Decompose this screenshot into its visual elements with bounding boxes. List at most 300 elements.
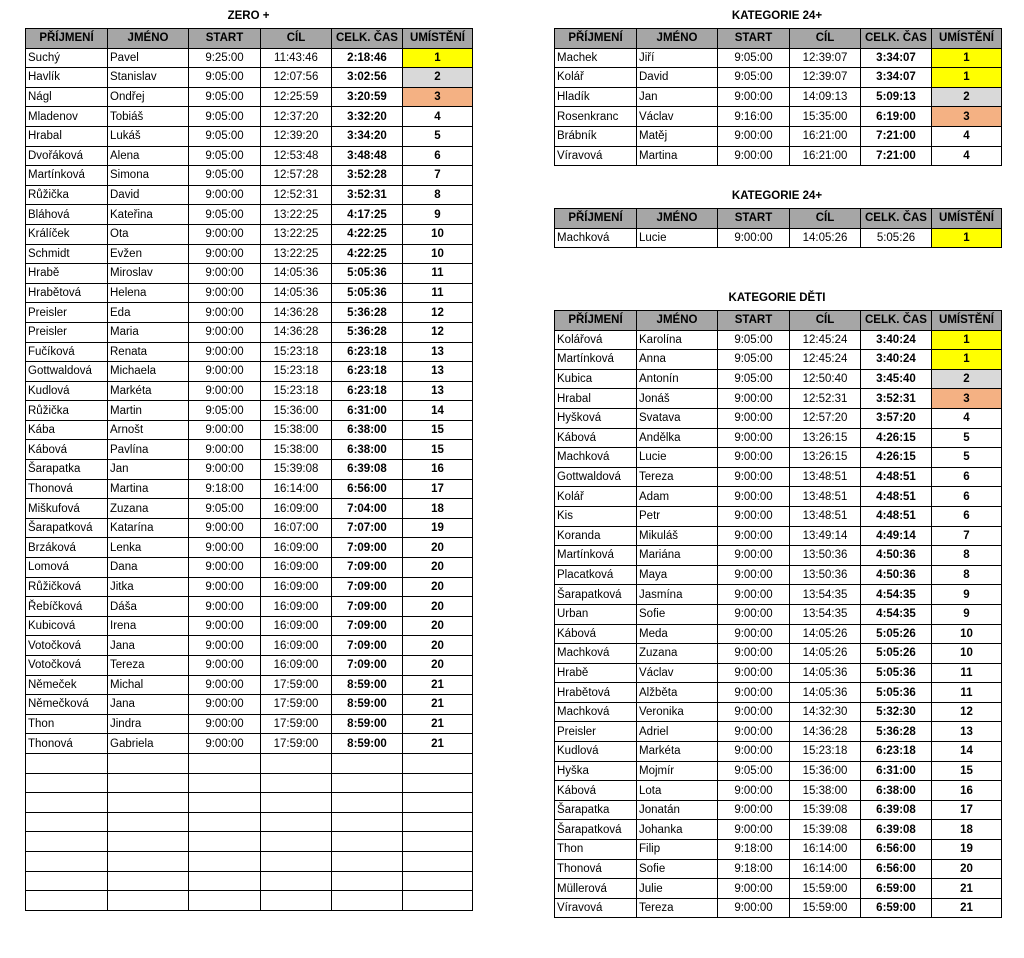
empty-row bbox=[26, 832, 473, 852]
cell-place: 21 bbox=[932, 879, 1002, 899]
cell-total-time: 6:59:00 bbox=[861, 898, 932, 918]
column-header-start: START bbox=[718, 311, 790, 331]
cell-place: 12 bbox=[403, 322, 473, 342]
cell-finish: 13:22:25 bbox=[261, 205, 332, 225]
cell-total-time: 7:09:00 bbox=[332, 597, 403, 617]
empty-cell bbox=[26, 812, 108, 832]
cell-finish: 12:45:24 bbox=[790, 330, 861, 350]
cell-total-time: 3:32:20 bbox=[332, 107, 403, 127]
cell-finish: 13:50:36 bbox=[790, 565, 861, 585]
cell-surname: Hrabal bbox=[555, 389, 637, 409]
cell-finish: 16:07:00 bbox=[261, 518, 332, 538]
cell-surname: Kába bbox=[26, 420, 108, 440]
cell-total-time: 6:59:00 bbox=[861, 879, 932, 899]
cell-place: 11 bbox=[932, 663, 1002, 683]
cell-first-name: Irena bbox=[108, 616, 189, 636]
cell-finish: 15:59:00 bbox=[790, 879, 861, 899]
cell-start: 9:00:00 bbox=[718, 389, 790, 409]
cell-first-name: Pavlína bbox=[108, 440, 189, 460]
cell-finish: 12:39:07 bbox=[790, 68, 861, 88]
cell-start: 9:00:00 bbox=[718, 820, 790, 840]
cell-surname: Thon bbox=[26, 714, 108, 734]
cell-total-time: 7:07:00 bbox=[332, 518, 403, 538]
cell-place: 7 bbox=[932, 526, 1002, 546]
cell-total-time: 8:59:00 bbox=[332, 734, 403, 754]
cell-start: 9:05:00 bbox=[189, 166, 261, 186]
cell-start: 9:00:00 bbox=[189, 558, 261, 578]
cell-finish: 12:25:59 bbox=[261, 87, 332, 107]
table-row bbox=[26, 381, 473, 401]
cell-surname: Kolářová bbox=[555, 330, 637, 350]
cell-first-name: Jonáš bbox=[637, 389, 718, 409]
cell-place: 2 bbox=[403, 68, 473, 88]
cell-total-time: 8:59:00 bbox=[332, 695, 403, 715]
table-row bbox=[555, 428, 1002, 448]
results-table-zero bbox=[25, 28, 473, 911]
cell-first-name: Tereza bbox=[637, 467, 718, 487]
cell-total-time: 4:48:51 bbox=[861, 467, 932, 487]
cell-start: 9:00:00 bbox=[189, 695, 261, 715]
cell-first-name: Jiří bbox=[637, 48, 718, 68]
cell-first-name: Jonatán bbox=[637, 800, 718, 820]
cell-start: 9:00:00 bbox=[189, 656, 261, 676]
cell-surname: Machková bbox=[555, 448, 637, 468]
table-row bbox=[555, 146, 1002, 166]
cell-surname: Růžička bbox=[26, 401, 108, 421]
cell-surname: Martínková bbox=[26, 166, 108, 186]
cell-first-name: Katarína bbox=[108, 518, 189, 538]
empty-cell bbox=[403, 871, 473, 891]
cell-total-time: 6:56:00 bbox=[861, 859, 932, 879]
table-row bbox=[555, 565, 1002, 585]
cell-first-name: Jasmína bbox=[637, 585, 718, 605]
cell-total-time: 7:09:00 bbox=[332, 616, 403, 636]
empty-cell bbox=[261, 832, 332, 852]
cell-total-time: 5:05:36 bbox=[332, 264, 403, 284]
table-row bbox=[555, 48, 1002, 68]
empty-cell bbox=[26, 753, 108, 773]
cell-surname: Machek bbox=[555, 48, 637, 68]
table-row bbox=[555, 820, 1002, 840]
table-row bbox=[555, 761, 1002, 781]
cell-first-name: Sofie bbox=[637, 604, 718, 624]
cell-total-time: 6:38:00 bbox=[332, 420, 403, 440]
empty-row bbox=[26, 773, 473, 793]
cell-total-time: 6:39:08 bbox=[861, 800, 932, 820]
cell-place: 20 bbox=[403, 656, 473, 676]
cell-finish: 15:36:00 bbox=[790, 761, 861, 781]
cell-total-time: 5:32:30 bbox=[861, 702, 932, 722]
cell-total-time: 4:48:51 bbox=[861, 487, 932, 507]
cell-total-time: 4:26:15 bbox=[861, 448, 932, 468]
table-row bbox=[26, 146, 473, 166]
cell-total-time: 4:49:14 bbox=[861, 526, 932, 546]
cell-start: 9:00:00 bbox=[189, 381, 261, 401]
cell-surname: Kubicová bbox=[26, 616, 108, 636]
cell-total-time: 5:36:28 bbox=[332, 322, 403, 342]
cell-first-name: Martin bbox=[108, 401, 189, 421]
table-title-kategorie-24-second: KATEGORIE 24+ bbox=[731, 190, 823, 202]
table-row bbox=[555, 369, 1002, 389]
cell-total-time: 5:09:13 bbox=[861, 87, 932, 107]
column-header-start: START bbox=[189, 29, 261, 49]
cell-surname: Brábník bbox=[555, 126, 637, 146]
cell-finish: 16:09:00 bbox=[261, 597, 332, 617]
table-row bbox=[555, 350, 1002, 370]
empty-cell bbox=[189, 793, 261, 813]
cell-start: 9:00:00 bbox=[189, 616, 261, 636]
cell-finish: 14:36:28 bbox=[261, 322, 332, 342]
cell-surname: Šarapatková bbox=[26, 518, 108, 538]
cell-total-time: 6:23:18 bbox=[332, 381, 403, 401]
cell-total-time: 6:23:18 bbox=[861, 742, 932, 762]
column-header-start: START bbox=[718, 29, 790, 49]
table-row bbox=[26, 362, 473, 382]
table-row bbox=[555, 506, 1002, 526]
cell-total-time: 6:31:00 bbox=[861, 761, 932, 781]
results-table-kategorie-24-second bbox=[554, 208, 1002, 248]
cell-first-name: Sofie bbox=[637, 859, 718, 879]
empty-cell bbox=[332, 871, 403, 891]
table-row bbox=[26, 185, 473, 205]
cell-place: 10 bbox=[932, 644, 1002, 664]
cell-start: 9:18:00 bbox=[718, 840, 790, 860]
column-header-finish: CÍL bbox=[261, 29, 332, 49]
cell-place: 15 bbox=[932, 761, 1002, 781]
cell-first-name: Kateřina bbox=[108, 205, 189, 225]
cell-surname: Rosenkranc bbox=[555, 107, 637, 127]
cell-place: 6 bbox=[932, 506, 1002, 526]
cell-start: 9:00:00 bbox=[718, 644, 790, 664]
cell-start: 9:00:00 bbox=[718, 898, 790, 918]
cell-first-name: Julie bbox=[637, 879, 718, 899]
table-row bbox=[555, 742, 1002, 762]
table-row bbox=[555, 526, 1002, 546]
column-header-total-time: CELK. ČAS bbox=[332, 29, 403, 49]
cell-place: 9 bbox=[932, 604, 1002, 624]
cell-finish: 15:35:00 bbox=[790, 107, 861, 127]
cell-place: 9 bbox=[932, 585, 1002, 605]
cell-total-time: 6:31:00 bbox=[332, 401, 403, 421]
cell-surname: Hrabal bbox=[26, 126, 108, 146]
cell-place: 20 bbox=[403, 636, 473, 656]
cell-start: 9:00:00 bbox=[718, 428, 790, 448]
cell-place: 20 bbox=[403, 577, 473, 597]
cell-surname: Šarapatka bbox=[26, 460, 108, 480]
cell-start: 9:05:00 bbox=[189, 126, 261, 146]
cell-total-time: 6:19:00 bbox=[861, 107, 932, 127]
table-row bbox=[555, 898, 1002, 918]
cell-surname: Koranda bbox=[555, 526, 637, 546]
table-row bbox=[26, 695, 473, 715]
table-row bbox=[26, 558, 473, 578]
cell-finish: 14:36:28 bbox=[790, 722, 861, 742]
cell-start: 9:00:00 bbox=[189, 597, 261, 617]
cell-surname: Müllerová bbox=[555, 879, 637, 899]
cell-place: 14 bbox=[403, 401, 473, 421]
cell-surname: Thonová bbox=[26, 734, 108, 754]
empty-cell bbox=[108, 753, 189, 773]
cell-finish: 14:05:26 bbox=[790, 644, 861, 664]
header-row bbox=[555, 209, 1002, 229]
cell-surname: Miškufová bbox=[26, 499, 108, 519]
column-header-total-time: CELK. ČAS bbox=[861, 209, 932, 229]
cell-start: 9:00:00 bbox=[718, 546, 790, 566]
cell-finish: 17:59:00 bbox=[261, 734, 332, 754]
cell-total-time: 7:09:00 bbox=[332, 636, 403, 656]
cell-surname: Hladík bbox=[555, 87, 637, 107]
cell-first-name: Jan bbox=[637, 87, 718, 107]
cell-surname: Kudlová bbox=[26, 381, 108, 401]
cell-total-time: 5:05:26 bbox=[861, 228, 932, 248]
cell-total-time: 3:52:28 bbox=[332, 166, 403, 186]
cell-first-name: Mariána bbox=[637, 546, 718, 566]
cell-place: 2 bbox=[932, 369, 1002, 389]
cell-surname: Gottwaldová bbox=[26, 362, 108, 382]
table-row bbox=[26, 48, 473, 68]
empty-cell bbox=[261, 871, 332, 891]
cell-place: 4 bbox=[932, 126, 1002, 146]
cell-first-name: Zuzana bbox=[108, 499, 189, 519]
empty-cell bbox=[261, 851, 332, 871]
table-row bbox=[26, 342, 473, 362]
cell-surname: Thon bbox=[555, 840, 637, 860]
cell-start: 9:25:00 bbox=[189, 48, 261, 68]
cell-surname: Machková bbox=[555, 644, 637, 664]
cell-first-name: Gabriela bbox=[108, 734, 189, 754]
table-row bbox=[555, 228, 1002, 248]
cell-start: 9:05:00 bbox=[718, 350, 790, 370]
empty-row bbox=[26, 793, 473, 813]
cell-total-time: 5:05:26 bbox=[861, 624, 932, 644]
cell-place: 21 bbox=[403, 714, 473, 734]
table-row bbox=[555, 624, 1002, 644]
table-row bbox=[555, 467, 1002, 487]
cell-finish: 15:23:18 bbox=[261, 342, 332, 362]
empty-cell bbox=[189, 773, 261, 793]
table-row bbox=[26, 264, 473, 284]
cell-start: 9:00:00 bbox=[189, 185, 261, 205]
table-row bbox=[26, 616, 473, 636]
table-row bbox=[26, 656, 473, 676]
cell-total-time: 7:09:00 bbox=[332, 577, 403, 597]
table-row bbox=[26, 734, 473, 754]
cell-first-name: Svatava bbox=[637, 408, 718, 428]
cell-total-time: 8:59:00 bbox=[332, 675, 403, 695]
cell-place: 11 bbox=[403, 264, 473, 284]
cell-first-name: Mikuláš bbox=[637, 526, 718, 546]
cell-first-name: Arnošt bbox=[108, 420, 189, 440]
cell-surname: Kábová bbox=[555, 781, 637, 801]
cell-finish: 16:14:00 bbox=[790, 859, 861, 879]
cell-first-name: Simona bbox=[108, 166, 189, 186]
cell-start: 9:00:00 bbox=[718, 604, 790, 624]
cell-finish: 16:21:00 bbox=[790, 126, 861, 146]
cell-first-name: Lenka bbox=[108, 538, 189, 558]
empty-cell bbox=[332, 891, 403, 911]
table-row bbox=[555, 330, 1002, 350]
cell-surname: Hyška bbox=[555, 761, 637, 781]
empty-cell bbox=[403, 753, 473, 773]
cell-start: 9:05:00 bbox=[189, 146, 261, 166]
table-row bbox=[26, 205, 473, 225]
cell-finish: 15:39:08 bbox=[790, 800, 861, 820]
empty-cell bbox=[403, 891, 473, 911]
column-header-place: UMÍSTĚNÍ bbox=[932, 29, 1002, 49]
cell-surname: Hrabětová bbox=[26, 283, 108, 303]
cell-finish: 13:48:51 bbox=[790, 506, 861, 526]
cell-total-time: 7:21:00 bbox=[861, 146, 932, 166]
table-row bbox=[555, 644, 1002, 664]
cell-total-time: 5:05:36 bbox=[332, 283, 403, 303]
cell-total-time: 3:52:31 bbox=[861, 389, 932, 409]
cell-finish: 17:59:00 bbox=[261, 675, 332, 695]
cell-first-name: Maya bbox=[637, 565, 718, 585]
cell-place: 10 bbox=[403, 224, 473, 244]
table-row bbox=[26, 322, 473, 342]
cell-finish: 14:09:13 bbox=[790, 87, 861, 107]
cell-first-name: Michal bbox=[108, 675, 189, 695]
cell-finish: 12:53:48 bbox=[261, 146, 332, 166]
table-row bbox=[26, 420, 473, 440]
table-row bbox=[555, 879, 1002, 899]
empty-cell bbox=[332, 793, 403, 813]
cell-finish: 15:38:00 bbox=[261, 440, 332, 460]
cell-finish: 12:39:07 bbox=[790, 48, 861, 68]
empty-cell bbox=[189, 812, 261, 832]
column-header-place: UMÍSTĚNÍ bbox=[932, 311, 1002, 331]
cell-finish: 12:37:20 bbox=[261, 107, 332, 127]
cell-place: 21 bbox=[403, 695, 473, 715]
cell-surname: Kábová bbox=[555, 624, 637, 644]
cell-finish: 15:39:08 bbox=[790, 820, 861, 840]
column-header-first-name: JMÉNO bbox=[637, 311, 718, 331]
table-row bbox=[555, 448, 1002, 468]
cell-total-time: 3:34:07 bbox=[861, 68, 932, 88]
cell-total-time: 5:36:28 bbox=[861, 722, 932, 742]
cell-total-time: 6:23:18 bbox=[332, 342, 403, 362]
cell-first-name: Renata bbox=[108, 342, 189, 362]
cell-place: 6 bbox=[932, 467, 1002, 487]
results-table-kategorie-deti bbox=[554, 310, 1002, 918]
cell-total-time: 4:54:35 bbox=[861, 585, 932, 605]
empty-row bbox=[26, 753, 473, 773]
column-header-total-time: CELK. ČAS bbox=[861, 29, 932, 49]
empty-cell bbox=[261, 891, 332, 911]
cell-finish: 16:09:00 bbox=[261, 656, 332, 676]
cell-finish: 13:54:35 bbox=[790, 604, 861, 624]
cell-place: 1 bbox=[932, 68, 1002, 88]
cell-total-time: 7:09:00 bbox=[332, 558, 403, 578]
cell-start: 9:05:00 bbox=[718, 761, 790, 781]
header-row bbox=[555, 29, 1002, 49]
cell-finish: 13:26:15 bbox=[790, 428, 861, 448]
cell-total-time: 6:56:00 bbox=[332, 479, 403, 499]
cell-total-time: 3:40:24 bbox=[861, 350, 932, 370]
cell-place: 21 bbox=[403, 675, 473, 695]
cell-total-time: 3:45:40 bbox=[861, 369, 932, 389]
cell-start: 9:00:00 bbox=[189, 440, 261, 460]
cell-place: 21 bbox=[932, 898, 1002, 918]
cell-total-time: 3:48:48 bbox=[332, 146, 403, 166]
empty-cell bbox=[108, 832, 189, 852]
cell-finish: 13:48:51 bbox=[790, 467, 861, 487]
empty-cell bbox=[108, 793, 189, 813]
empty-cell bbox=[189, 851, 261, 871]
table-row bbox=[555, 702, 1002, 722]
cell-place: 20 bbox=[403, 558, 473, 578]
table-row bbox=[26, 675, 473, 695]
cell-start: 9:00:00 bbox=[189, 322, 261, 342]
cell-place: 6 bbox=[932, 487, 1002, 507]
cell-start: 9:00:00 bbox=[718, 683, 790, 703]
cell-first-name: Martina bbox=[637, 146, 718, 166]
cell-finish: 14:05:36 bbox=[261, 264, 332, 284]
empty-row bbox=[26, 812, 473, 832]
cell-finish: 14:05:26 bbox=[790, 228, 861, 248]
cell-total-time: 4:50:36 bbox=[861, 565, 932, 585]
table-row bbox=[26, 126, 473, 146]
cell-place: 10 bbox=[403, 244, 473, 264]
empty-row bbox=[26, 891, 473, 911]
cell-finish: 13:26:15 bbox=[790, 448, 861, 468]
cell-place: 4 bbox=[932, 146, 1002, 166]
cell-place: 11 bbox=[932, 683, 1002, 703]
cell-surname: Nágl bbox=[26, 87, 108, 107]
cell-place: 17 bbox=[403, 479, 473, 499]
empty-cell bbox=[403, 832, 473, 852]
cell-start: 9:00:00 bbox=[189, 420, 261, 440]
cell-place: 19 bbox=[932, 840, 1002, 860]
table-row bbox=[26, 577, 473, 597]
table-row bbox=[26, 401, 473, 421]
table-row bbox=[26, 460, 473, 480]
cell-finish: 15:38:00 bbox=[261, 420, 332, 440]
empty-cell bbox=[261, 773, 332, 793]
cell-place: 8 bbox=[403, 185, 473, 205]
cell-first-name: Tobiáš bbox=[108, 107, 189, 127]
cell-total-time: 3:40:24 bbox=[861, 330, 932, 350]
cell-place: 7 bbox=[403, 166, 473, 186]
cell-surname: Kolář bbox=[555, 487, 637, 507]
cell-start: 9:00:00 bbox=[718, 126, 790, 146]
cell-first-name: Markéta bbox=[108, 381, 189, 401]
cell-start: 9:00:00 bbox=[718, 146, 790, 166]
cell-start: 9:00:00 bbox=[718, 526, 790, 546]
empty-cell bbox=[403, 773, 473, 793]
cell-start: 9:00:00 bbox=[718, 742, 790, 762]
cell-finish: 13:54:35 bbox=[790, 585, 861, 605]
cell-finish: 12:39:20 bbox=[261, 126, 332, 146]
cell-place: 10 bbox=[932, 624, 1002, 644]
empty-cell bbox=[108, 812, 189, 832]
cell-place: 1 bbox=[932, 228, 1002, 248]
cell-first-name: David bbox=[637, 68, 718, 88]
cell-surname: Preisler bbox=[26, 303, 108, 323]
cell-first-name: Pavel bbox=[108, 48, 189, 68]
cell-surname: Víravová bbox=[555, 898, 637, 918]
cell-finish: 12:52:31 bbox=[261, 185, 332, 205]
header-row bbox=[26, 29, 473, 49]
cell-surname: Hrabě bbox=[555, 663, 637, 683]
column-header-surname: PŘÍJMENÍ bbox=[26, 29, 108, 49]
cell-place: 9 bbox=[403, 205, 473, 225]
cell-first-name: Andělka bbox=[637, 428, 718, 448]
cell-place: 6 bbox=[403, 146, 473, 166]
cell-first-name: Meda bbox=[637, 624, 718, 644]
table-row bbox=[555, 126, 1002, 146]
cell-surname: Votočková bbox=[26, 636, 108, 656]
